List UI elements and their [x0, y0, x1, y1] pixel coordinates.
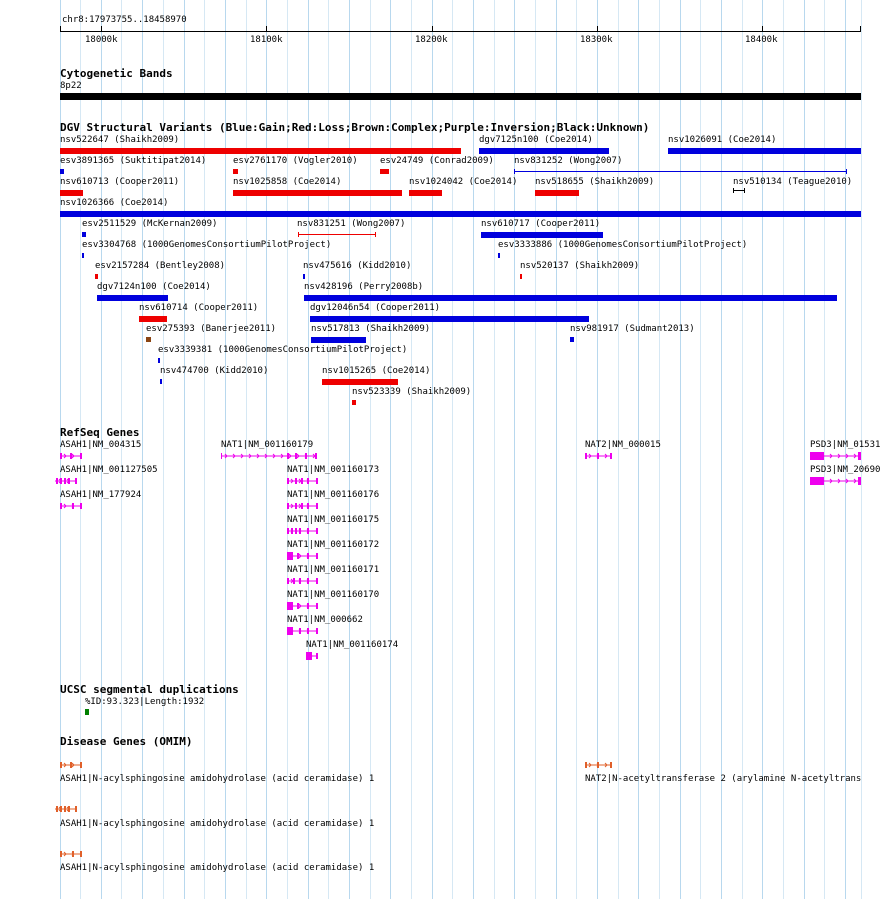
dgv-feature-label: dgv12046n54 (Cooper2011) — [310, 303, 441, 313]
segdup-label: %ID:93.323|Length:1932 — [85, 697, 205, 707]
dgv-feature-bar[interactable] — [668, 148, 861, 154]
dgv-feature-bar[interactable] — [304, 295, 837, 301]
dgv-feature-bar[interactable] — [352, 400, 356, 405]
dgv-feature-label: nsv475616 (Kidd2010) — [303, 261, 412, 271]
dgv-feature-bar[interactable] — [60, 211, 861, 217]
dgv-feature-endcap — [514, 169, 515, 174]
dgv-feature-bar[interactable] — [535, 190, 579, 196]
refseq-gene-glyph[interactable] — [287, 526, 320, 538]
refseq-gene-glyph[interactable] — [585, 451, 614, 463]
refseq-gene-label: NAT1|NM_001160175 — [287, 515, 380, 525]
dgv-feature-bar[interactable] — [95, 274, 98, 279]
ruler-axis — [60, 31, 861, 32]
dgv-feature-bar[interactable] — [60, 148, 461, 154]
refseq-gene-glyph[interactable] — [221, 451, 319, 463]
dgv-feature-bar[interactable] — [160, 379, 162, 384]
dgv-feature-endcap — [846, 169, 847, 174]
ruler-tick — [762, 26, 763, 32]
dgv-feature-bar[interactable] — [481, 232, 603, 238]
grid-line — [184, 0, 185, 899]
ruler-tick — [101, 26, 102, 32]
dgv-feature-label: nsv610713 (Cooper2011) — [60, 177, 180, 187]
refseq-gene-label: NAT1|NM_001160172 — [287, 540, 380, 550]
dgv-feature-label: esv3339381 (1000GenomesConsortiumPilotProject) — [158, 345, 408, 355]
dgv-feature-label: nsv1026366 (Coe2014) — [60, 198, 169, 208]
track-title-segdup: UCSC segmental duplications — [60, 683, 239, 696]
omim-gene-label: ASAH1|N-acylsphingosine amidohydrolase (acid ceramidase) 1 — [60, 863, 375, 873]
omim-gene-glyph[interactable] — [585, 760, 614, 772]
dgv-feature-bar[interactable] — [498, 253, 500, 258]
dgv-feature-bar[interactable] — [233, 190, 402, 196]
refseq-gene-label: ASAH1|NM_001127505 — [60, 465, 158, 475]
dgv-feature-label: esv3333886 (1000GenomesConsortiumPilotProject) — [498, 240, 748, 250]
refseq-gene-glyph[interactable] — [60, 501, 84, 513]
dgv-feature-label: esv3891365 (Suktitipat2014) — [60, 156, 207, 166]
dgv-feature-endcap — [298, 232, 299, 237]
grid-line — [452, 0, 453, 899]
refseq-gene-glyph[interactable] — [287, 601, 320, 613]
refseq-gene-label: NAT1|NM_000662 — [287, 615, 363, 625]
refseq-gene-glyph[interactable] — [287, 626, 320, 638]
cytoband-label: 8p22 — [60, 81, 82, 91]
dgv-feature-label: nsv1026091 (Coe2014) — [668, 135, 777, 145]
grid-line — [432, 0, 433, 899]
refseq-gene-label: NAT1|NM_001160179 — [221, 440, 314, 450]
refseq-gene-glyph[interactable] — [810, 451, 863, 463]
grid-line — [804, 0, 805, 899]
dgv-feature-label: dgv7124n100 (Coe2014) — [97, 282, 211, 292]
dgv-feature-bar[interactable] — [233, 169, 238, 174]
dgv-feature-bar[interactable] — [409, 190, 442, 196]
refseq-gene-glyph[interactable] — [287, 576, 320, 588]
track-title-cytoband: Cytogenetic Bands — [60, 67, 173, 80]
dgv-feature-label: nsv428196 (Perry2008b) — [304, 282, 424, 292]
dgv-feature-bar[interactable] — [479, 148, 609, 154]
dgv-feature-label: nsv1025858 (Coe2014) — [233, 177, 342, 187]
dgv-feature-bar[interactable] — [60, 169, 64, 174]
dgv-feature-label: nsv474700 (Kidd2010) — [160, 366, 269, 376]
dgv-feature-label: esv2761170 (Vogler2010) — [233, 156, 358, 166]
dgv-feature-label: nsv517813 (Shaikh2009) — [311, 324, 431, 334]
refseq-gene-glyph[interactable] — [55, 476, 79, 488]
ruler-tick-label: 18400k — [745, 35, 778, 45]
dgv-feature-label: nsv523339 (Shaikh2009) — [352, 387, 472, 397]
dgv-feature-bar[interactable] — [82, 232, 86, 237]
dgv-feature-bar[interactable] — [97, 295, 168, 301]
omim-gene-label: NAT2|N-acetyltransferase 2 (arylamine N-acetyltrans — [585, 774, 862, 784]
refseq-gene-glyph[interactable] — [287, 476, 320, 488]
dgv-feature-bar[interactable] — [298, 234, 376, 235]
dgv-feature-label: esv2511529 (McKernan2009) — [82, 219, 218, 229]
omim-gene-label: ASAH1|N-acylsphingosine amidohydrolase (acid ceramidase) 1 — [60, 774, 375, 784]
dgv-feature-label: dgv7125n100 (Coe2014) — [479, 135, 593, 145]
dgv-feature-label: nsv610717 (Cooper2011) — [481, 219, 601, 229]
dgv-feature-bar[interactable] — [520, 274, 522, 279]
dgv-feature-label: nsv510134 (Teague2010) — [733, 177, 853, 187]
refseq-gene-label: PSD3|NM_01531 — [810, 440, 881, 450]
ruler-tick-label: 18000k — [85, 35, 118, 45]
ruler-tick — [597, 26, 598, 32]
grid-line — [390, 0, 391, 899]
ruler-tick-label: 18200k — [415, 35, 448, 45]
grid-line — [349, 0, 350, 899]
refseq-gene-label: NAT2|NM_000015 — [585, 440, 661, 450]
refseq-gene-label: NAT1|NM_001160173 — [287, 465, 380, 475]
dgv-feature-bar[interactable] — [139, 316, 167, 322]
refseq-gene-glyph[interactable] — [60, 451, 84, 463]
segdup-bar[interactable] — [85, 709, 89, 715]
grid-line — [328, 0, 329, 899]
ruler-tick-label: 18300k — [580, 35, 613, 45]
dgv-feature-endcap — [744, 188, 745, 193]
dgv-feature-bar[interactable] — [158, 358, 160, 363]
omim-gene-glyph[interactable] — [60, 849, 84, 861]
dgv-feature-endcap — [375, 232, 376, 237]
dgv-feature-bar[interactable] — [146, 337, 151, 342]
grid-line — [411, 0, 412, 899]
dgv-feature-label: nsv831252 (Wong2007) — [514, 156, 623, 166]
dgv-feature-label: esv2157284 (Bentley2008) — [95, 261, 226, 271]
omim-gene-glyph[interactable] — [60, 760, 84, 772]
ruler-tick — [432, 26, 433, 32]
refseq-gene-glyph[interactable] — [306, 651, 320, 663]
refseq-gene-label: NAT1|NM_001160176 — [287, 490, 380, 500]
dgv-feature-bar[interactable] — [310, 316, 589, 322]
dgv-feature-bar[interactable] — [322, 379, 398, 385]
dgv-feature-label: nsv520137 (Shaikh2009) — [520, 261, 640, 271]
dgv-feature-label: esv24749 (Conrad2009) — [380, 156, 494, 166]
grid-line — [783, 0, 784, 899]
dgv-feature-label: esv275393 (Banerjee2011) — [146, 324, 277, 334]
dgv-feature-bar[interactable] — [514, 171, 847, 172]
ruler-left-end — [60, 26, 61, 32]
dgv-feature-label: nsv981917 (Sudmant2013) — [570, 324, 695, 334]
refseq-gene-label: NAT1|NM_001160174 — [306, 640, 399, 650]
dgv-feature-label: nsv831251 (Wong2007) — [297, 219, 406, 229]
dgv-feature-bar[interactable] — [380, 169, 389, 174]
grid-line — [473, 0, 474, 899]
refseq-gene-glyph[interactable] — [287, 501, 320, 513]
dgv-feature-label: nsv1015265 (Coe2014) — [322, 366, 431, 376]
omim-gene-glyph[interactable] — [55, 804, 79, 816]
refseq-gene-label: NAT1|NM_001160171 — [287, 565, 380, 575]
refseq-gene-label: PSD3|NM_20690 — [810, 465, 881, 475]
dgv-feature-bar[interactable] — [303, 274, 305, 279]
grid-line — [204, 0, 205, 899]
dgv-feature-bar[interactable] — [570, 337, 574, 342]
dgv-feature-endcap — [733, 188, 734, 193]
refseq-gene-glyph[interactable] — [287, 551, 320, 563]
dgv-feature-label: nsv518655 (Shaikh2009) — [535, 177, 655, 187]
ruler-tick — [266, 26, 267, 32]
ruler-right-end — [860, 26, 861, 32]
dgv-feature-label: nsv1024042 (Coe2014) — [409, 177, 518, 187]
omim-gene-label: ASAH1|N-acylsphingosine amidohydrolase (acid ceramidase) 1 — [60, 819, 375, 829]
refseq-gene-glyph[interactable] — [810, 476, 863, 488]
dgv-feature-label: nsv522647 (Shaikh2009) — [60, 135, 180, 145]
track-title-refseq: RefSeq Genes — [60, 426, 140, 439]
dgv-feature-bar[interactable] — [60, 190, 83, 196]
grid-line — [370, 0, 371, 899]
dgv-feature-bar[interactable] — [311, 337, 366, 343]
refseq-gene-label: ASAH1|NM_177924 — [60, 490, 142, 500]
refseq-gene-label: ASAH1|NM_004315 — [60, 440, 142, 450]
dgv-feature-bar[interactable] — [82, 253, 84, 258]
track-title-dgv: DGV Structural Variants (Blue:Gain;Red:Loss;Brown:Complex;Purple:Inversion;Black:Unknown) — [60, 121, 650, 134]
dgv-feature-label: esv3304768 (1000GenomesConsortiumPilotProject) — [82, 240, 332, 250]
track-title-omim: Disease Genes (OMIM) — [60, 735, 193, 748]
refseq-gene-label: NAT1|NM_001160170 — [287, 590, 380, 600]
ruler-position: chr8:17973755..18458970 — [62, 15, 187, 25]
cytoband-bar[interactable] — [60, 93, 861, 100]
ruler-tick-label: 18100k — [250, 35, 283, 45]
dgv-feature-label: nsv610714 (Cooper2011) — [139, 303, 259, 313]
